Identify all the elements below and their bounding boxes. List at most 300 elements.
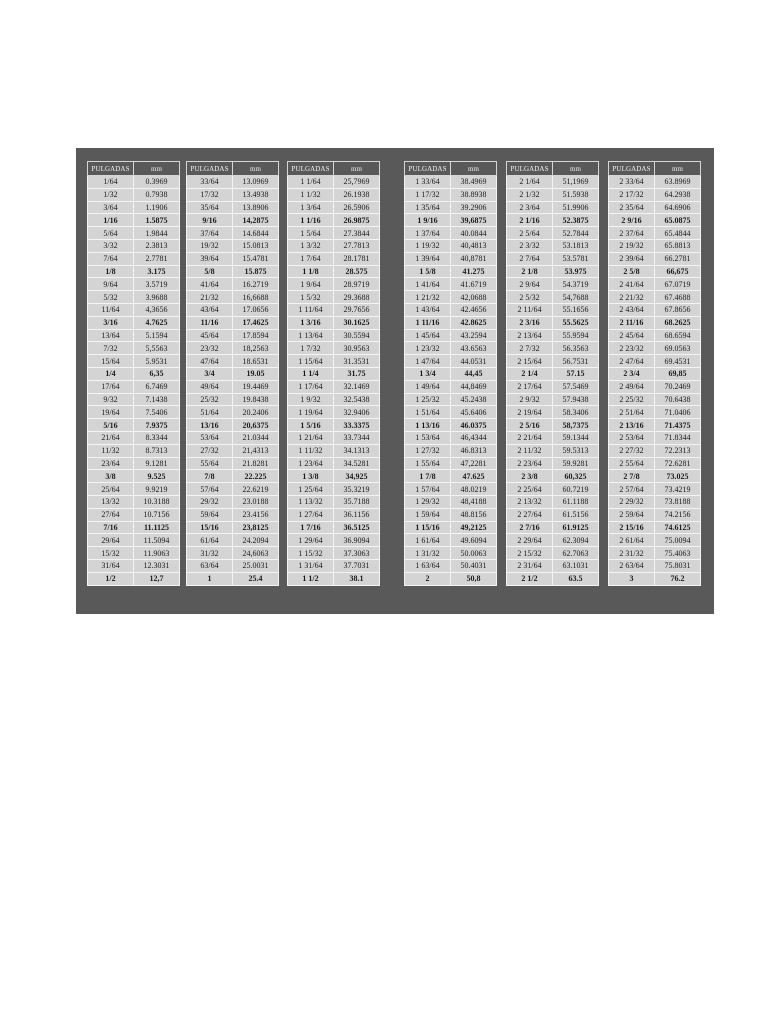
inch-value: 1 43/64 xyxy=(405,303,451,316)
table-row xyxy=(288,355,380,368)
table-row xyxy=(288,316,380,329)
table-row xyxy=(405,303,497,316)
table-row xyxy=(405,239,497,252)
inch-value: 1 25/32 xyxy=(405,393,451,406)
table-row xyxy=(288,252,380,265)
inch-value: 2 55/64 xyxy=(609,457,655,470)
mm-value: 28.575 xyxy=(334,265,380,278)
mm-value: 29.3688 xyxy=(334,291,380,304)
inch-value: 13/16 xyxy=(187,419,233,432)
mm-value: 51,1969 xyxy=(553,176,599,189)
mm-value: 23,8125 xyxy=(233,521,279,534)
table-row xyxy=(507,508,599,521)
table-row xyxy=(609,444,701,457)
mm-value: 42,0688 xyxy=(451,291,497,304)
inch-value: 1 3/8 xyxy=(288,470,334,483)
mm-value: 4,3656 xyxy=(134,303,180,316)
table-row xyxy=(405,559,497,572)
conversion-table-4 xyxy=(404,161,497,586)
table-row xyxy=(609,291,701,304)
mm-value: 71.4375 xyxy=(655,419,701,432)
mm-value: 57.15 xyxy=(553,367,599,380)
mm-value: 46,4344 xyxy=(451,431,497,444)
table-row xyxy=(187,380,279,393)
table-row xyxy=(187,176,279,189)
table-row xyxy=(507,214,599,227)
inch-value: 2 3/64 xyxy=(507,201,553,214)
inch-value: 9/64 xyxy=(88,278,134,291)
table-row xyxy=(507,380,599,393)
table-row xyxy=(507,278,599,291)
mm-value: 52.7844 xyxy=(553,227,599,240)
mm-value: 1.1906 xyxy=(134,201,180,214)
table-row xyxy=(88,393,180,406)
table-row xyxy=(187,329,279,342)
table-row xyxy=(405,495,497,508)
mm-value: 30.1625 xyxy=(334,316,380,329)
mm-value: 24,6063 xyxy=(233,547,279,560)
inch-value: 1 19/64 xyxy=(288,406,334,419)
inch-value: 59/64 xyxy=(187,508,233,521)
inch-value: 1/4 xyxy=(88,367,134,380)
table-row xyxy=(609,214,701,227)
mm-value: 41.275 xyxy=(451,265,497,278)
table-row xyxy=(88,329,180,342)
mm-value: 72.2313 xyxy=(655,444,701,457)
mm-value: 31.3531 xyxy=(334,355,380,368)
inch-value: 43/64 xyxy=(187,303,233,316)
inch-value: 31/32 xyxy=(187,547,233,560)
mm-value: 65.8813 xyxy=(655,239,701,252)
mm-value: 9.1281 xyxy=(134,457,180,470)
inch-value: 2 1/32 xyxy=(507,188,553,201)
inch-value: 3 xyxy=(609,572,655,585)
table-row xyxy=(405,342,497,355)
inch-value: 2 63/64 xyxy=(609,559,655,572)
table-row xyxy=(609,176,701,189)
mm-value: 18.6531 xyxy=(233,355,279,368)
table-row xyxy=(507,406,599,419)
table-row xyxy=(405,393,497,406)
table-row xyxy=(88,444,180,457)
inch-value: 2 11/16 xyxy=(609,316,655,329)
table-row xyxy=(187,214,279,227)
inch-value: 1 3/16 xyxy=(288,316,334,329)
inch-value: 1 7/8 xyxy=(405,470,451,483)
mm-value: 38.1 xyxy=(334,572,380,585)
inch-value: 2 29/32 xyxy=(609,495,655,508)
inch-value: 23/32 xyxy=(187,342,233,355)
mm-value: 69.4531 xyxy=(655,355,701,368)
mm-value: 56.3563 xyxy=(553,342,599,355)
mm-value: 28.9719 xyxy=(334,278,380,291)
inch-value: 1/64 xyxy=(88,176,134,189)
mm-value: 14,2875 xyxy=(233,214,279,227)
table-row xyxy=(187,316,279,329)
mm-value: 25.4 xyxy=(233,572,279,585)
table-row xyxy=(288,419,380,432)
mm-value: 50.4031 xyxy=(451,559,497,572)
table-row xyxy=(405,534,497,547)
table-row xyxy=(288,559,380,572)
mm-value: 65.4844 xyxy=(655,227,701,240)
mm-value: 45.6406 xyxy=(451,406,497,419)
inch-value: 2 3/16 xyxy=(507,316,553,329)
mm-value: 13.0969 xyxy=(233,176,279,189)
inch-value: 5/32 xyxy=(88,291,134,304)
mm-value: 32.9406 xyxy=(334,406,380,419)
inch-value: 19/32 xyxy=(187,239,233,252)
mm-value: 63.1031 xyxy=(553,559,599,572)
inch-value: 17/32 xyxy=(187,188,233,201)
mm-value: 44,45 xyxy=(451,367,497,380)
inch-value: 2 45/64 xyxy=(609,329,655,342)
table-row xyxy=(88,214,180,227)
mm-value: 0.7938 xyxy=(134,188,180,201)
mm-value: 29.7656 xyxy=(334,303,380,316)
inch-value: 1 63/64 xyxy=(405,559,451,572)
inch-value: 1 11/32 xyxy=(288,444,334,457)
inch-value: 3/32 xyxy=(88,239,134,252)
mm-value: 33.7344 xyxy=(334,431,380,444)
table-row xyxy=(187,367,279,380)
mm-value: 69.0563 xyxy=(655,342,701,355)
inch-value: 1 47/64 xyxy=(405,355,451,368)
mm-value: 15.0813 xyxy=(233,239,279,252)
mm-value: 45.2438 xyxy=(451,393,497,406)
inch-value: 33/64 xyxy=(187,176,233,189)
table-row xyxy=(187,547,279,560)
table-row xyxy=(187,483,279,496)
mm-value: 49.6094 xyxy=(451,534,497,547)
conversion-sheet xyxy=(76,148,714,614)
mm-value: 19.4469 xyxy=(233,380,279,393)
table-row xyxy=(507,431,599,444)
table-row xyxy=(405,329,497,342)
mm-value: 33.3375 xyxy=(334,419,380,432)
inch-value: 1 19/32 xyxy=(405,239,451,252)
mm-value: 3.175 xyxy=(134,265,180,278)
inch-value: 1 27/32 xyxy=(405,444,451,457)
inch-value: 37/64 xyxy=(187,227,233,240)
mm-value: 3.9688 xyxy=(134,291,180,304)
inch-value: 2 1/2 xyxy=(507,572,553,585)
table-row xyxy=(88,342,180,355)
mm-value: 26.1938 xyxy=(334,188,380,201)
inch-value: 11/32 xyxy=(88,444,134,457)
inch-value: 1 1/32 xyxy=(288,188,334,201)
inch-value: 1 61/64 xyxy=(405,534,451,547)
table-row xyxy=(405,291,497,304)
inch-value: 1 3/64 xyxy=(288,201,334,214)
table-row xyxy=(187,265,279,278)
inch-value: 3/4 xyxy=(187,367,233,380)
mm-value: 34.1313 xyxy=(334,444,380,457)
inch-value: 1 1/16 xyxy=(288,214,334,227)
table-row xyxy=(88,534,180,547)
table-row xyxy=(507,457,599,470)
mm-value: 67.4688 xyxy=(655,291,701,304)
inch-value: 2 7/16 xyxy=(507,521,553,534)
mm-value: 61.1188 xyxy=(553,495,599,508)
table-row xyxy=(609,316,701,329)
inch-value: 21/64 xyxy=(88,431,134,444)
mm-value: 73.025 xyxy=(655,470,701,483)
inch-value: 29/32 xyxy=(187,495,233,508)
mm-value: 20.2406 xyxy=(233,406,279,419)
inch-value: 57/64 xyxy=(187,483,233,496)
table-row xyxy=(88,201,180,214)
mm-value: 63.5 xyxy=(553,572,599,585)
mm-value: 28.1781 xyxy=(334,252,380,265)
mm-value: 44.0531 xyxy=(451,355,497,368)
mm-value: 47.625 xyxy=(451,470,497,483)
header-row xyxy=(609,162,701,176)
inch-value: 1 3/32 xyxy=(288,239,334,252)
conversion-table-1 xyxy=(87,161,180,586)
table-row xyxy=(405,278,497,291)
inch-value: 1 13/64 xyxy=(288,329,334,342)
conversion-table-2 xyxy=(186,161,279,586)
table-row xyxy=(507,444,599,457)
mm-value: 25.0031 xyxy=(233,559,279,572)
table-row xyxy=(507,342,599,355)
mm-value: 49,2125 xyxy=(451,521,497,534)
mm-value: 27.3844 xyxy=(334,227,380,240)
mm-value: 70.6438 xyxy=(655,393,701,406)
table-row xyxy=(609,278,701,291)
inch-value: 1 31/32 xyxy=(405,547,451,560)
inch-value: 2 5/64 xyxy=(507,227,553,240)
inch-value: 1 1/8 xyxy=(288,265,334,278)
inch-value: 2 17/32 xyxy=(609,188,655,201)
mm-value: 24.2094 xyxy=(233,534,279,547)
inch-value: 1 5/64 xyxy=(288,227,334,240)
inch-value: 2 47/64 xyxy=(609,355,655,368)
table-row xyxy=(88,470,180,483)
inch-value: 1 57/64 xyxy=(405,483,451,496)
table-row xyxy=(507,572,599,585)
table-row xyxy=(405,380,497,393)
inch-value: 1 59/64 xyxy=(405,508,451,521)
inch-value: 2 25/64 xyxy=(507,483,553,496)
mm-value: 48.0219 xyxy=(451,483,497,496)
inch-value: 2 57/64 xyxy=(609,483,655,496)
inch-value: 1 11/64 xyxy=(288,303,334,316)
table-row xyxy=(187,227,279,240)
mm-value: 37.3063 xyxy=(334,547,380,560)
table-row xyxy=(288,367,380,380)
table-row xyxy=(507,252,599,265)
mm-value: 10.7156 xyxy=(134,508,180,521)
mm-value: 14.6844 xyxy=(233,227,279,240)
mm-value: 55.9594 xyxy=(553,329,599,342)
mm-value: 34,925 xyxy=(334,470,380,483)
mm-value: 76.2 xyxy=(655,572,701,585)
inch-value: 53/64 xyxy=(187,431,233,444)
inch-value: 1 11/16 xyxy=(405,316,451,329)
table-row xyxy=(405,188,497,201)
mm-value: 17.8594 xyxy=(233,329,279,342)
inch-value: 1 37/64 xyxy=(405,227,451,240)
inch-value: 2 15/16 xyxy=(609,521,655,534)
table-row xyxy=(187,303,279,316)
table-row xyxy=(609,380,701,393)
table-row xyxy=(507,521,599,534)
inch-value: 2 37/64 xyxy=(609,227,655,240)
inch-value: 5/16 xyxy=(88,419,134,432)
table-row xyxy=(288,547,380,560)
table-row xyxy=(88,188,180,201)
mm-value: 36.9094 xyxy=(334,534,380,547)
inch-column-header: PULGADAS xyxy=(609,162,655,176)
inch-value: 1 1/4 xyxy=(288,367,334,380)
table-row xyxy=(88,495,180,508)
table-row xyxy=(88,431,180,444)
table-row xyxy=(609,495,701,508)
mm-value: 51.5938 xyxy=(553,188,599,201)
mm-value: 36.1156 xyxy=(334,508,380,521)
table-row xyxy=(507,393,599,406)
table-row xyxy=(288,431,380,444)
inch-column-header: PULGADAS xyxy=(288,162,334,176)
table-row xyxy=(288,444,380,457)
inch-value: 2 21/32 xyxy=(609,291,655,304)
mm-value: 4.7625 xyxy=(134,316,180,329)
inch-value: 1 1/64 xyxy=(288,176,334,189)
mm-value: 50.0063 xyxy=(451,547,497,560)
inch-value: 1 3/4 xyxy=(405,367,451,380)
table-row xyxy=(187,508,279,521)
inch-value: 2 61/64 xyxy=(609,534,655,547)
inch-value: 1/8 xyxy=(88,265,134,278)
table-row xyxy=(288,214,380,227)
inch-value: 45/64 xyxy=(187,329,233,342)
mm-value: 39.2906 xyxy=(451,201,497,214)
table-row xyxy=(609,572,701,585)
table-row xyxy=(609,393,701,406)
mm-value: 62.7063 xyxy=(553,547,599,560)
table-row xyxy=(187,495,279,508)
table-row xyxy=(405,470,497,483)
table-row xyxy=(187,393,279,406)
inch-value: 7/16 xyxy=(88,521,134,534)
inch-value: 27/64 xyxy=(88,508,134,521)
inch-value: 9/32 xyxy=(88,393,134,406)
inch-value: 2 27/32 xyxy=(609,444,655,457)
table-row xyxy=(88,380,180,393)
inch-column-header: PULGADAS xyxy=(405,162,451,176)
inch-value: 2 1/64 xyxy=(507,176,553,189)
table-row xyxy=(88,521,180,534)
table-row xyxy=(405,419,497,432)
inch-column-header: PULGADAS xyxy=(507,162,553,176)
inch-value: 35/64 xyxy=(187,201,233,214)
table-row xyxy=(507,188,599,201)
mm-value: 59.5313 xyxy=(553,444,599,457)
table-row xyxy=(609,508,701,521)
inch-value: 27/32 xyxy=(187,444,233,457)
inch-value: 1 5/8 xyxy=(405,265,451,278)
inch-value: 15/32 xyxy=(88,547,134,560)
inch-value: 1/32 xyxy=(88,188,134,201)
inch-value: 2 5/32 xyxy=(507,291,553,304)
mm-value: 72.6281 xyxy=(655,457,701,470)
mm-value: 7.9375 xyxy=(134,419,180,432)
mm-value: 19.8438 xyxy=(233,393,279,406)
table-row xyxy=(405,457,497,470)
table-row xyxy=(405,176,497,189)
inch-value: 49/64 xyxy=(187,380,233,393)
inch-value: 1 27/64 xyxy=(288,508,334,521)
table-row xyxy=(507,495,599,508)
inch-value: 17/64 xyxy=(88,380,134,393)
table-row xyxy=(609,367,701,380)
inch-value: 7/64 xyxy=(88,252,134,265)
mm-value: 23.4156 xyxy=(233,508,279,521)
mm-value: 48,4188 xyxy=(451,495,497,508)
inch-value: 3/8 xyxy=(88,470,134,483)
mm-value: 67.8656 xyxy=(655,303,701,316)
inch-value: 2 43/64 xyxy=(609,303,655,316)
table-row xyxy=(187,470,279,483)
header-row xyxy=(187,162,279,176)
inch-value: 1 23/64 xyxy=(288,457,334,470)
inch-value: 1 7/32 xyxy=(288,342,334,355)
inch-value: 7/32 xyxy=(88,342,134,355)
inch-value: 1 17/64 xyxy=(288,380,334,393)
table-row xyxy=(187,444,279,457)
mm-value: 46.8313 xyxy=(451,444,497,457)
mm-value: 54.3719 xyxy=(553,278,599,291)
table-row xyxy=(507,201,599,214)
table-row xyxy=(405,521,497,534)
inch-value: 2 31/64 xyxy=(507,559,553,572)
mm-value: 40.0844 xyxy=(451,227,497,240)
table-row xyxy=(288,176,380,189)
inch-value: 31/64 xyxy=(88,559,134,572)
inch-value: 2 1/8 xyxy=(507,265,553,278)
mm-value: 16,6688 xyxy=(233,291,279,304)
mm-value: 43.2594 xyxy=(451,329,497,342)
inch-value: 2 7/64 xyxy=(507,252,553,265)
inch-value: 1 9/32 xyxy=(288,393,334,406)
mm-value: 23.0188 xyxy=(233,495,279,508)
mm-value: 16.2719 xyxy=(233,278,279,291)
inch-value: 2 13/32 xyxy=(507,495,553,508)
mm-value: 44,8469 xyxy=(451,380,497,393)
mm-value: 53.1813 xyxy=(553,239,599,252)
mm-value: 34.5281 xyxy=(334,457,380,470)
table-row xyxy=(288,457,380,470)
inch-value: 9/16 xyxy=(187,214,233,227)
inch-value: 2 31/32 xyxy=(609,547,655,560)
table-row xyxy=(507,470,599,483)
table-row xyxy=(88,316,180,329)
inch-value: 2 21/64 xyxy=(507,431,553,444)
table-row xyxy=(405,508,497,521)
table-row xyxy=(405,201,497,214)
inch-value: 2 1/4 xyxy=(507,367,553,380)
table-row xyxy=(88,559,180,572)
inch-value: 1 29/32 xyxy=(405,495,451,508)
inch-value: 1/2 xyxy=(88,572,134,585)
table-row xyxy=(88,483,180,496)
mm-value: 75.8031 xyxy=(655,559,701,572)
mm-value: 10.3188 xyxy=(134,495,180,508)
table-row xyxy=(187,406,279,419)
mm-value: 9.525 xyxy=(134,470,180,483)
